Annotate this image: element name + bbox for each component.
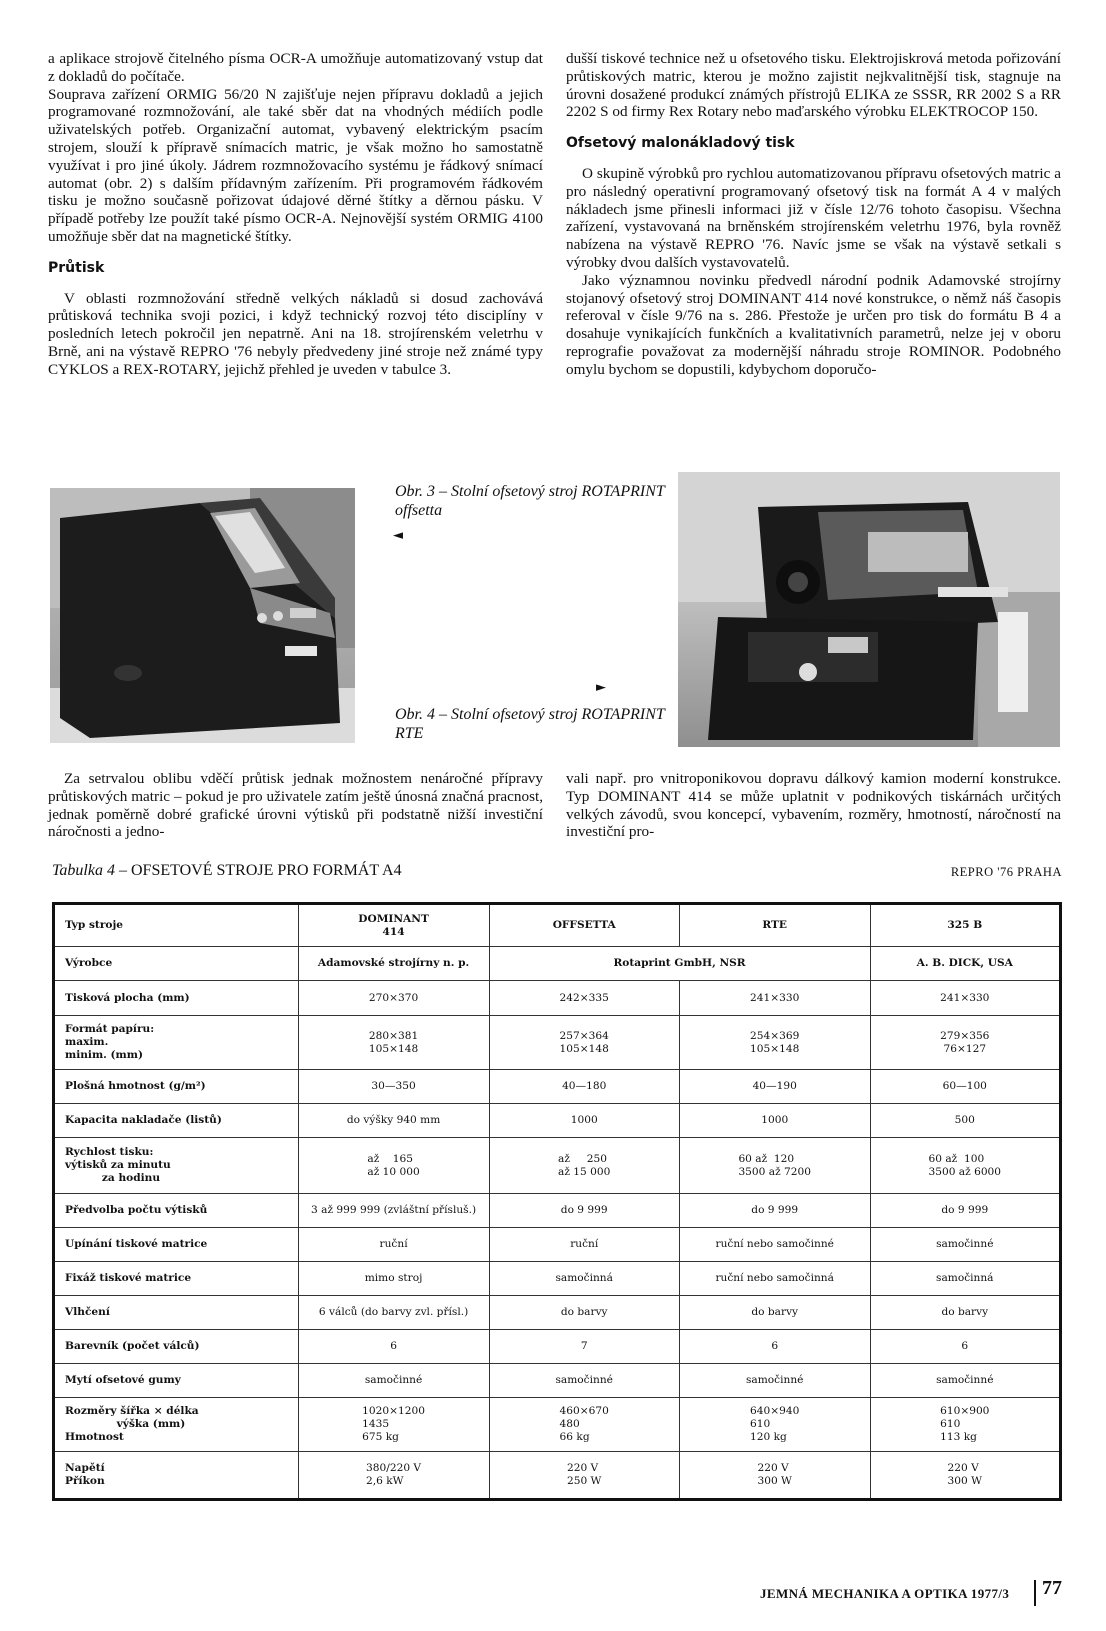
cell-value: 1020×1200 1435 675 kg	[362, 1405, 425, 1443]
table-cell	[870, 1104, 1060, 1138]
cell-value: do 9 999	[941, 1204, 989, 1216]
table-row	[54, 1330, 1061, 1364]
table-cell	[870, 1330, 1060, 1364]
row-label: Vlhčení	[54, 1296, 299, 1330]
table-row	[54, 1104, 1061, 1138]
cell-value: 257×364 105×148	[559, 1029, 609, 1055]
table-cell	[679, 1016, 870, 1070]
table-cell	[679, 1398, 870, 1452]
cell-value: 6	[771, 1340, 779, 1352]
table-cell	[679, 1228, 870, 1262]
table-cell	[870, 1070, 1060, 1104]
column-header-text: DOMINANT 414	[358, 912, 429, 938]
table-cell	[489, 1398, 679, 1452]
cell-value: samočinné	[555, 1374, 613, 1386]
cell-value: 1000	[570, 1114, 598, 1126]
table-cell	[298, 981, 489, 1016]
figure-caption-4: Obr. 4 – Stolní ofsetový stroj ROTAPRINT RTE	[395, 706, 665, 742]
cell-value: 220 V 300 W	[947, 1462, 983, 1487]
table-cell	[489, 1364, 679, 1398]
table-cell	[679, 1104, 870, 1138]
table-cell	[298, 1016, 489, 1070]
article-column-left-bottom	[48, 770, 543, 841]
paragraph: Za setrvalou oblibu vděčí průtisk jednak možnostem nenáročné přípravy průtiskových matric – pokud je pro uživatele zatím ještě únosná značná pracnost, jednak poměrně dobré grafické úrovni výtisků při podstatně nižší investiční náročnosti a jedno-	[48, 770, 543, 841]
table-row	[54, 1398, 1061, 1452]
cell-value: 280×381 105×148	[368, 1029, 419, 1055]
table-cell	[298, 1364, 489, 1398]
row-label: Rozměry šířka × délka výška (mm) Hmotnost	[54, 1398, 299, 1452]
table-cell	[298, 1194, 489, 1228]
table-cell	[298, 1296, 489, 1330]
footer-divider	[1034, 1580, 1036, 1606]
cell-value: do 9 999	[751, 1204, 799, 1216]
cell-value: 460×670 480 66 kg	[559, 1405, 609, 1443]
table-cell	[870, 1364, 1060, 1398]
cell-value: 640×940 610 120 kg	[750, 1405, 800, 1443]
table-cell	[679, 1296, 870, 1330]
table-cell	[870, 1452, 1060, 1500]
table-cell	[679, 1364, 870, 1398]
row-label: Tisková plocha (mm)	[54, 981, 299, 1016]
table-row	[54, 1228, 1061, 1262]
table-cell	[489, 1330, 679, 1364]
article-column-left-top	[48, 50, 543, 379]
table-cell	[489, 1138, 679, 1194]
cell-value: 254×369 105×148	[750, 1029, 800, 1055]
paragraph: O skupině výrobků pro rychlou automatizovanou přípravu ofsetových matric a pro následný operativní programovaný ofsetový tisk na formát A 4 v malých nákladech jsme přinesli informaci již v čísle 12/76 tohoto časopisu. Všechna zařízení, vystavovaná na brněnském strojírenském veletrhu 1976, byla rovněž nabízena na výstavě REPRO '76. Navíc jsme se však na výstavě setkali s výrobky dvou dalších vystavovatelů.	[566, 164, 1061, 271]
table-cell	[679, 1262, 870, 1296]
column-header	[298, 904, 489, 947]
table-cell	[870, 1262, 1060, 1296]
row-label: Rychlost tisku: výtisků za minutu za hodinu	[54, 1138, 299, 1194]
table-row	[54, 1070, 1061, 1104]
table-cell	[489, 1262, 679, 1296]
table-row	[54, 1452, 1061, 1500]
table-row	[54, 947, 1061, 981]
table-cell	[679, 1138, 870, 1194]
table-cell	[489, 1016, 679, 1070]
table-header-label: Typ stroje	[54, 904, 299, 947]
cell-value: do výšky 940 mm	[346, 1114, 441, 1126]
table-header-row	[54, 904, 1061, 947]
table-cell	[489, 1104, 679, 1138]
table-body	[54, 981, 1061, 1500]
table-source: REPRO '76 PRAHA	[950, 865, 1062, 879]
spec-table	[52, 902, 1062, 1501]
table-cell	[870, 1194, 1060, 1228]
cell-manufacturer: Rotaprint GmbH, NSR	[489, 947, 870, 981]
paragraph: dušší tiskové technice než u ofsetového tisku. Elektrojiskrová metoda pořizování průtiskových matric, kterou je možno zajistit nejkvalitnější tisk, stagnuje na úrovni dosažené produkcí známých přístrojů ELIKA ze SSSR, RR 2002 S a RR 2202 S od firmy Rex Rotary nebo maďarského výrobku ELEKTROCOP 150.	[566, 50, 1061, 121]
cell-value: 7	[580, 1340, 588, 1352]
article-column-right-top	[566, 50, 1061, 379]
cell-manufacturer: A. B. DICK, USA	[870, 947, 1060, 981]
table-cell	[679, 981, 870, 1016]
cell-value: samočinné	[936, 1374, 994, 1386]
arrow-right-icon: ►	[596, 680, 606, 695]
arrow-left-icon: ◄	[393, 528, 403, 543]
cell-value: 6	[961, 1340, 969, 1352]
table-row	[54, 1296, 1061, 1330]
table-cell	[679, 1330, 870, 1364]
paragraph: Souprava zařízení ORMIG 56/20 N zajišťuje nejen přípravu dokladů a jejich programované rozmnožování, ale také sběr dat na vhodných médiích podle uživatelských potřeb. Organizační automat, vybavený elektrickým psacím strojem, slouží k přípravě snímacích matric, je však možno ho samostatně využívat i pro jiné úkoly. Jádrem rozmnožovacího systému je řádkový snímací automat (obr. 2) s dalším přídavným zařízením. Při programovém řádkovém tisku je možno současně pořizovat údajové děrné štítky a děrnou pásku. V případě potřeby lze použít také písmo OCR-A. Nejnovější systém ORMIG 4100 umožňuje sběr dat na magnetické štítky.	[48, 85, 543, 245]
cell-value: 380/220 V 2,6 kW	[366, 1462, 422, 1487]
row-label: Kapacita nakladače (listů)	[54, 1104, 299, 1138]
table-cell	[298, 1104, 489, 1138]
section-heading-ofset: Ofsetový malonákladový tisk	[566, 135, 795, 152]
table-cell	[489, 981, 679, 1016]
row-label: Plošná hmotnost (g/m²)	[54, 1070, 299, 1104]
paragraph: a aplikace strojově čitelného písma OCR-A umožňuje automatizovaný vstup dat z dokladů do počítače.	[48, 50, 543, 85]
cell-value: 242×335	[559, 991, 609, 1004]
table-cell	[679, 1070, 870, 1104]
table-cell	[679, 1194, 870, 1228]
cell-value: až 165 až 10 000	[367, 1152, 420, 1178]
row-label: Formát papíru: maxim. minim. (mm)	[54, 1016, 299, 1070]
paragraph: V oblasti rozmnožování středně velkých nákladů si dosud zachovává průtisková technika svoji pozici, i když technický rozvoj této disciplíny v posledních letech pokročil jen nepatrně. Ani na 18. strojírenském veletrhu v Brně, ani na výstavě REPRO '76 nebyly předvedeny jiné stroje než známé typy CYKLOS a REX-ROTARY, jejichž přehled je uveden v tabulce 3.	[48, 289, 543, 378]
page-number: 77	[1042, 1577, 1062, 1599]
cell-value: 6	[390, 1340, 397, 1352]
table-cell	[870, 1398, 1060, 1452]
table-cell	[489, 1296, 679, 1330]
cell-value: samočinné	[936, 1238, 994, 1250]
cell-value: 6 válců (do barvy zvl. přísl.)	[318, 1306, 469, 1318]
cell-value: 610×900 610 113 kg	[940, 1405, 990, 1443]
table-cell	[298, 1330, 489, 1364]
cell-value: do barvy	[751, 1306, 799, 1318]
row-label: Výrobce	[54, 947, 299, 981]
row-label: Upínání tiskové matrice	[54, 1228, 299, 1262]
article-column-right-bottom	[566, 770, 1061, 841]
section-heading-prutisk: Průtisk	[48, 259, 105, 276]
cell-value: 1000	[761, 1114, 789, 1126]
cell-value: ruční	[379, 1238, 408, 1250]
cell-value: 279×356 76×127	[940, 1029, 990, 1055]
cell-value: 500	[954, 1114, 975, 1126]
table-cell	[489, 1070, 679, 1104]
table-row	[54, 1194, 1061, 1228]
cell-value: do barvy	[560, 1306, 608, 1318]
cell-value: ruční nebo samočinná	[715, 1272, 834, 1284]
table-cell	[298, 1138, 489, 1194]
cell-value: do 9 999	[560, 1204, 608, 1216]
column-header: 325 B	[870, 904, 1060, 947]
table-title-prefix: Tabulka 4	[52, 862, 115, 879]
cell-value: ruční nebo samočinné	[715, 1238, 834, 1250]
paragraph: Jako významnou novinku předvedl národní podnik Adamovské strojírny stojanový ofsetový stroj DOMINANT 414 nové konstrukce, o němž náš časopis referoval v čísle 9/76 na s. 286. Přestože je určen pro tisk do formátu B 4 a dosahuje vynikajících funkčních a kvalitativních parametrů, nelze jej v oboru reprografie považovat za modernější náhradu stroje ROMINOR. Podobného omylu bychom se dopustili, kdybychom doporučo-	[566, 271, 1061, 378]
cell-value: 60 až 100 3500 až 6000	[928, 1152, 1002, 1178]
cell-value: 241×330	[750, 991, 800, 1004]
cell-value: 40—190	[752, 1080, 797, 1092]
cell-value: 220 V 250 W	[566, 1462, 602, 1487]
cell-value: do barvy	[941, 1306, 989, 1318]
cell-value: 60—100	[942, 1080, 987, 1092]
table-row	[54, 1262, 1061, 1296]
table-cell	[298, 1070, 489, 1104]
table-row	[54, 1016, 1061, 1070]
table-row	[54, 981, 1061, 1016]
cell-value: 241×330	[940, 991, 990, 1004]
cell-value: samočinné	[746, 1374, 804, 1386]
cell-value: samočinná	[936, 1272, 994, 1284]
table-cell	[298, 1398, 489, 1452]
column-header: OFFSETTA	[489, 904, 679, 947]
column-header: RTE	[679, 904, 870, 947]
table-title-text: – OFSETOVÉ STROJE PRO FORMÁT A4	[114, 862, 402, 879]
table-cell	[298, 1262, 489, 1296]
cell-value: samočinná	[555, 1272, 613, 1284]
table-cell	[489, 1228, 679, 1262]
table-cell	[870, 1228, 1060, 1262]
table-cell	[679, 1452, 870, 1500]
row-label: Mytí ofsetové gumy	[54, 1364, 299, 1398]
table-cell	[870, 1138, 1060, 1194]
cell-value: 220 V 300 W	[757, 1462, 792, 1487]
table-cell	[489, 1194, 679, 1228]
cell-value: mimo stroj	[364, 1272, 423, 1284]
row-label: Fixáž tiskové matrice	[54, 1262, 299, 1296]
row-label: Napětí Příkon	[54, 1452, 299, 1500]
photo-rotaprint-offsetta	[50, 488, 355, 743]
cell-value: 3 až 999 999 (zvláštní přísluš.)	[311, 1204, 477, 1216]
table-title	[52, 862, 402, 880]
paragraph: vali např. pro vnitroponikovou dopravu dálkový kamion moderní konstrukce. Typ DOMINANT 414 se může uplatnit v podnikových tiskárnách určitých velkých závodů, svou koncepcí, vybavením, rozměry, hmotností, náročností na investiční pro-	[566, 770, 1061, 841]
cell-value: ruční	[570, 1238, 599, 1250]
cell-value: až 250 až 15 000	[558, 1152, 611, 1178]
cell-manufacturer: Adamovské strojírny n. p.	[298, 947, 489, 981]
table-cell	[489, 1452, 679, 1500]
journal-footer: JEMNÁ MECHANIKA A OPTIKA 1977/3	[760, 1586, 1010, 1601]
cell-value: 40—180	[562, 1080, 607, 1092]
table-cell	[870, 1016, 1060, 1070]
table-cell	[298, 1228, 489, 1262]
table-row	[54, 1364, 1061, 1398]
cell-value: samočinné	[364, 1374, 423, 1386]
cell-value: 60 až 120 3500 až 7200	[738, 1152, 811, 1178]
cell-value: 270×370	[368, 991, 419, 1004]
figure-caption-3: Obr. 3 – Stolní ofsetový stroj ROTAPRINT offsetta	[395, 483, 665, 519]
row-label: Barevník (počet válců)	[54, 1330, 299, 1364]
row-label: Předvolba počtu výtisků	[54, 1194, 299, 1228]
table-cell	[870, 1296, 1060, 1330]
table-cell	[870, 981, 1060, 1016]
table-cell	[298, 1452, 489, 1500]
table-row	[54, 1138, 1061, 1194]
photo-rotaprint-rte	[678, 472, 1060, 747]
cell-value: 30—350	[371, 1080, 416, 1092]
